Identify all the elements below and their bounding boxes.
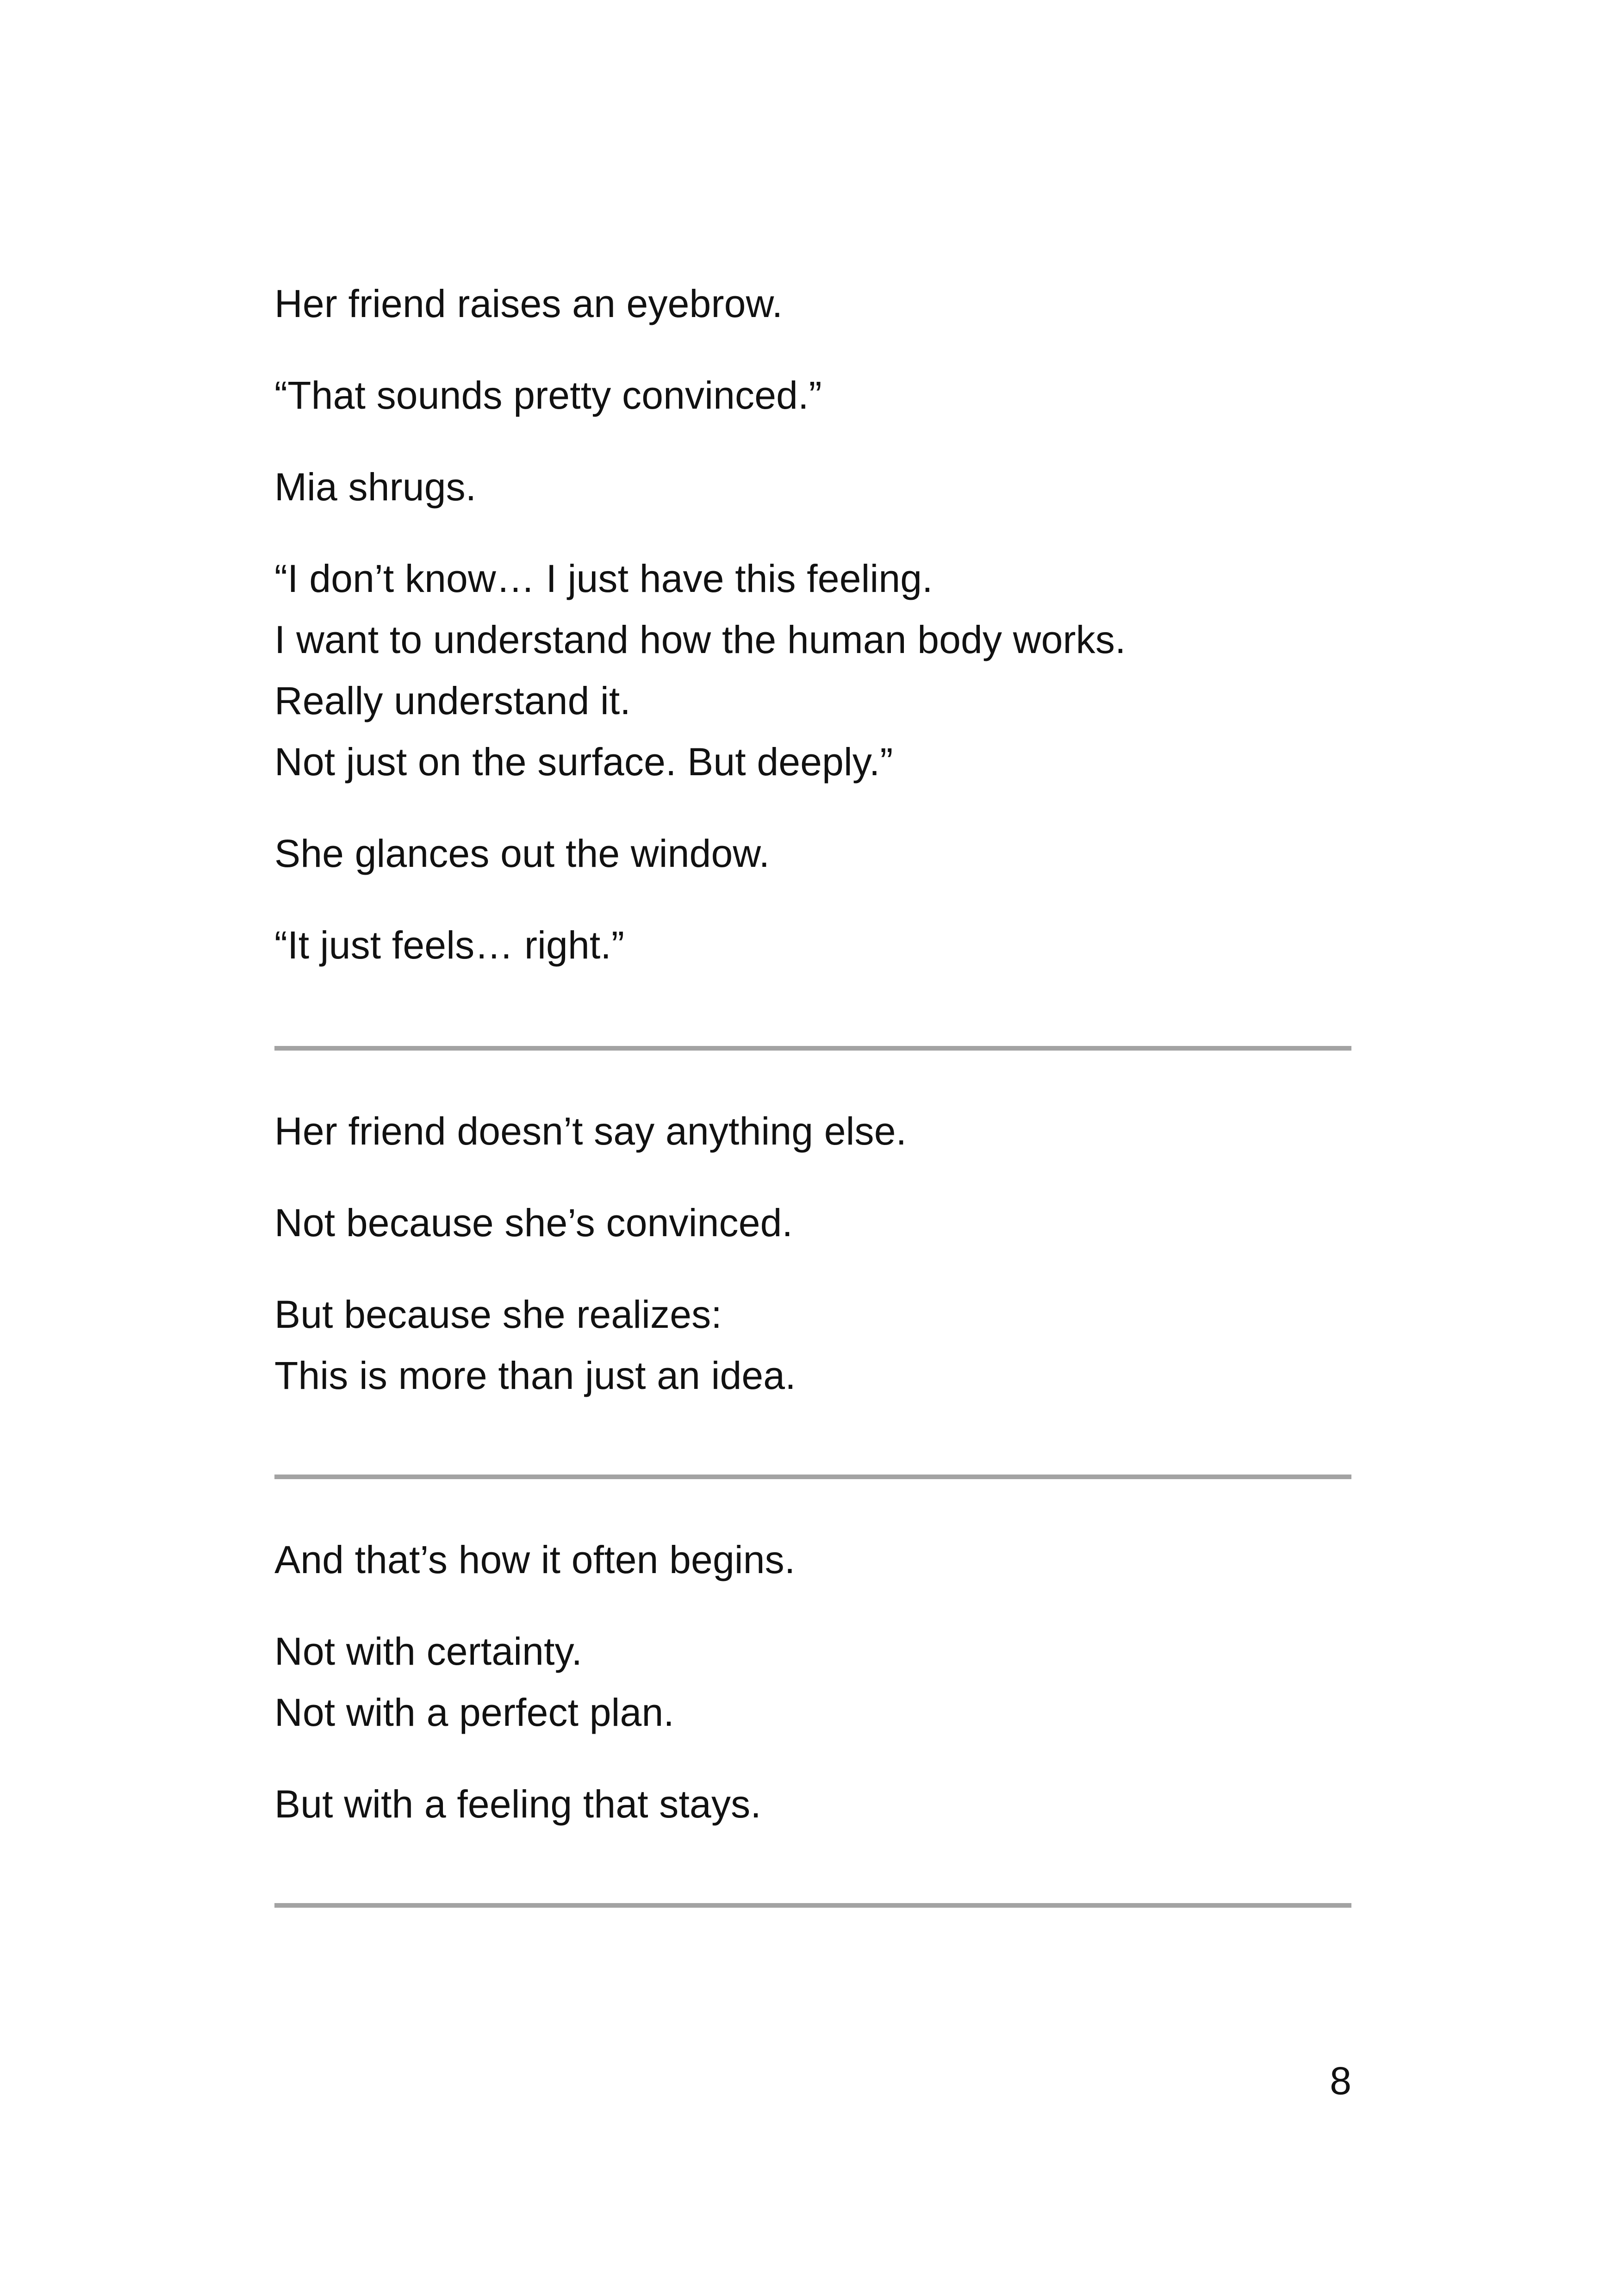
text-line: Not with a perfect plan. bbox=[274, 1691, 674, 1734]
text-line: Not just on the surface. But deeply.” bbox=[274, 740, 893, 784]
paragraph bbox=[274, 365, 822, 426]
text-line: “That sounds pretty convinced.” bbox=[274, 373, 822, 417]
text-line: “It just feels… right.” bbox=[274, 923, 625, 967]
paragraph bbox=[274, 915, 624, 976]
section-divider bbox=[274, 1903, 1351, 1908]
text-line: Mia shrugs. bbox=[274, 465, 477, 509]
text-line: Her friend doesn’t say anything else. bbox=[274, 1109, 907, 1153]
page-number: 8 bbox=[1330, 2059, 1351, 2103]
text-line: “I don’t know… I just have this feeling. bbox=[274, 557, 933, 600]
paragraph bbox=[274, 548, 1126, 792]
text-line: But because she realizes: bbox=[274, 1293, 722, 1336]
text-line: Not with certainty. bbox=[274, 1630, 583, 1673]
section-divider bbox=[274, 1475, 1351, 1479]
paragraph bbox=[274, 273, 783, 334]
text-line: This is more than just an idea. bbox=[274, 1354, 796, 1397]
text-line: I want to understand how the human body works. bbox=[274, 618, 1126, 661]
paragraph bbox=[274, 823, 770, 884]
paragraph bbox=[274, 1284, 796, 1406]
section-divider bbox=[274, 1046, 1351, 1051]
paragraph bbox=[274, 456, 476, 517]
text-line: Her friend raises an eyebrow. bbox=[274, 282, 783, 325]
paragraph bbox=[274, 1529, 795, 1590]
text-line: And that’s how it often begins. bbox=[274, 1538, 796, 1581]
paragraph bbox=[274, 1101, 907, 1162]
text-line: Really understand it. bbox=[274, 679, 631, 722]
paragraph bbox=[274, 1773, 761, 1835]
text-line: She glances out the window. bbox=[274, 832, 770, 875]
text-line: But with a feeling that stays. bbox=[274, 1782, 761, 1826]
paragraph bbox=[274, 1621, 674, 1743]
text-line: Not because she’s convinced. bbox=[274, 1201, 793, 1244]
paragraph bbox=[274, 1192, 793, 1253]
